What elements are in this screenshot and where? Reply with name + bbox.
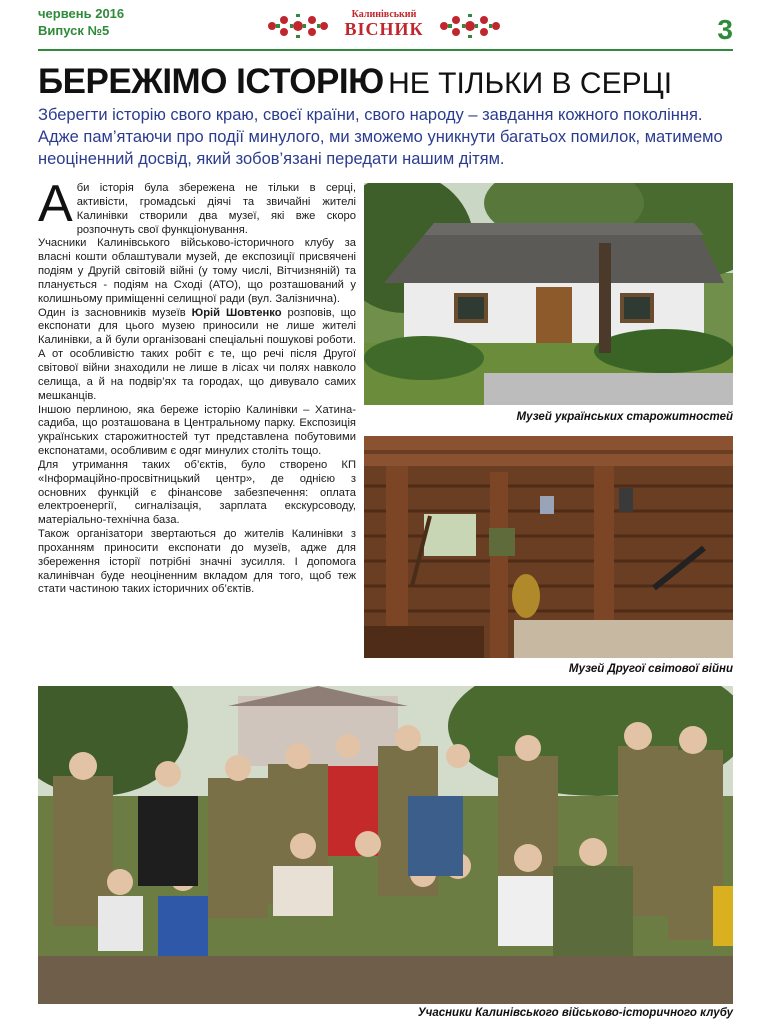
- article-title-bold: БЕРЕЖІМО ІСТОРІЮ: [38, 62, 384, 101]
- logo-title: ВІСНИК: [344, 19, 424, 39]
- paragraph-3-end: розповів, що експонати для цього музею приносили не лише жителі Калинівки, а й були організовані спеціальні пошукові роботи. А от особливістю таких робіт є те, що речі після Другої світової війни знаходили не лише в лісах чи полях навколо селища, а й на подвір’ях та городах, що дивувало самих мешканців.: [38, 306, 357, 402]
- paragraph-6: Також організатори звертаються до жителів Калинівки з проханням приносити експонати до музеїв, адже для збереження історії потрібні значні зусилля. І допомога калинівчан буде неоціненним вкладом для того, щоб теж стати частиною таких історичних об’єктів.: [38, 528, 356, 596]
- page-number: 3: [717, 14, 733, 45]
- photo-club-members: [38, 686, 733, 1004]
- article-lead: Зберегти історію свого краю, своєї країни, свого народу – завдання кожного покоління. Адже пам’ятаючи про події минулого, ми зможемо уникнути багатьох помилок, матимемо неоціненний досвід, який зобов’язані передати нашим дітям.: [38, 106, 723, 168]
- paragraph-3-start: Один із засновників музеїв: [38, 306, 186, 319]
- article-title-rest: НЕ ТІЛЬКИ В СЕРЦІ: [388, 67, 673, 100]
- article-title: [38, 62, 738, 109]
- paragraph-2: Учасники Калинівського військово-історичного клубу за власні кошти облаштували музей, де експозиції присвячені подіям у Другій світовій війні (у тому числі, Вітчизняній) та планується - подіям на Сході (АТО), що розташований у колишньому приміщенні селищної ради (вул. Залізнична).: [38, 237, 356, 305]
- newspaper-logo: [262, 6, 506, 46]
- issue-info: [38, 6, 124, 39]
- paragraph-3: [38, 307, 356, 404]
- embroidery-ornament-right-icon: [434, 10, 506, 42]
- caption-club-members: Учасники Калинівського військово-історичного клубу: [417, 1007, 733, 1019]
- photo-museum-house: [364, 183, 733, 405]
- issue-number: Випуск №5: [38, 23, 110, 38]
- paragraph-1-text: би історія була збережена не тільки в серці, активісти, громадські діячі та звичайні жителі Калинівки створили два музеї, які вже скоро розпочнуть свої функціонування.: [76, 182, 356, 236]
- paragraph-4: Іншою перлиною, яка береже історію Калинівки – Хатина-садиба, що розташована в Центральному парку. Експозиція українських старожитностей тут представлена побутовими експонатами, особливим є одяг минулих століть тощо.: [38, 403, 356, 458]
- header-divider: [38, 49, 733, 51]
- logo-subtitle: Калинівський: [351, 9, 417, 20]
- drop-cap: А: [38, 175, 73, 233]
- issue-date: червень 2016: [38, 6, 125, 21]
- paragraph-1: [38, 175, 356, 237]
- founder-name: Юрій Шовтенко: [191, 306, 282, 319]
- photo-museum-ww2: [364, 436, 733, 658]
- caption-museum-house: Музей українських старожитностей: [516, 411, 733, 423]
- paragraph-5: Для утримання таких об’єктів, було створено КП «Інформаційно-просвітницький центр», де однією з основних функцій є фінансове забезпечення: оплата електроенергії, сигналізація, зарплата екскурсоводу, матеріально-технічна база.: [38, 458, 356, 527]
- caption-museum-ww2: Музей Другої світової війни: [568, 663, 733, 675]
- article-body: [38, 175, 357, 597]
